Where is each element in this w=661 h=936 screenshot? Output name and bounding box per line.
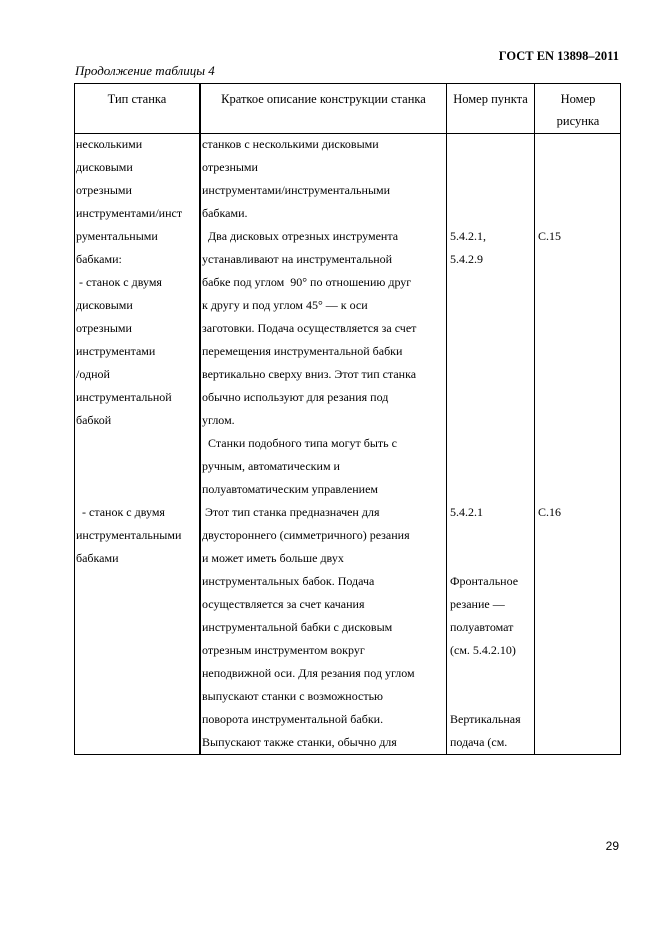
clause-line: [450, 179, 534, 202]
header-description: Краткое описание конструкции станка: [221, 92, 426, 106]
column-divider: [446, 84, 447, 754]
description-line: Этот тип станка предназначен для: [202, 505, 380, 519]
description-line: устанавливают на инструментальной: [202, 252, 393, 266]
clause-line: полуавтомат: [450, 620, 514, 634]
description-line: Два дисковых отрезных инструмента: [202, 229, 399, 243]
description-line: поворота инструментальной бабки.: [202, 712, 384, 726]
header-machine-type: Тип станка: [107, 92, 167, 106]
clause-line: резание —: [450, 597, 505, 611]
figure-line: [538, 248, 621, 271]
clause-line: [450, 662, 534, 685]
header-figure-number: Номер рисунка: [556, 92, 600, 128]
description-line: осуществляется за счет качания: [202, 597, 365, 611]
table-caption: Продолжение таблицы 4: [75, 63, 215, 78]
description-line: отрезным инструментом вокруг: [202, 643, 365, 657]
description-line: бабками.: [202, 206, 248, 220]
figure-line: [538, 179, 621, 202]
figure-line: [538, 432, 621, 455]
clause-line: [450, 133, 534, 156]
figure-line: [538, 294, 621, 317]
clause-line: [450, 685, 534, 708]
description-line: вертикально сверху вниз. Этот тип станка: [202, 367, 417, 381]
figure-number-column: [538, 133, 621, 524]
machine-type-line: инструментальными: [76, 528, 182, 542]
figure-line: [538, 363, 621, 386]
machine-type-line: - станок с двумя: [76, 505, 165, 519]
machine-type-line: инструментальной: [76, 390, 172, 404]
machine-type-line: несколькими: [76, 137, 143, 151]
description-line: Станки подобного типа могут быть с: [202, 436, 397, 450]
figure-line: [538, 317, 621, 340]
clause-line: [450, 294, 534, 317]
clause-line: [450, 340, 534, 363]
clause-line: [450, 478, 534, 501]
description-line: станков с несколькими дисковыми: [202, 137, 379, 151]
machine-type-line: [76, 478, 199, 501]
description-line: ручным, автоматическим и: [202, 459, 340, 473]
description-line: инструментальной бабки с дисковым: [202, 620, 393, 634]
machine-type-line: [76, 455, 199, 478]
description-line: инструментальных бабок. Подача: [202, 574, 375, 588]
clause-line: [450, 156, 534, 179]
description-line: полуавтоматическим управлением: [202, 482, 379, 496]
description-line: заготовки. Подача осуществляется за счет: [202, 321, 417, 335]
figure-line: [538, 386, 621, 409]
figure-line: С.16: [538, 505, 562, 519]
machine-type-line: отрезными: [76, 183, 132, 197]
description-line: инструментами/инструментальными: [202, 183, 391, 197]
column-divider: [199, 84, 201, 754]
machine-type-line: - станок с двумя: [76, 275, 162, 289]
figure-line: [538, 478, 621, 501]
clause-line: Фронтальное: [450, 574, 519, 588]
figure-line: С.15: [538, 229, 562, 243]
clause-line: [450, 409, 534, 432]
clause-line: подача (см.: [450, 735, 508, 749]
clause-line: [450, 432, 534, 455]
description-line: отрезными: [202, 160, 258, 174]
clause-line: [450, 202, 534, 225]
machine-type-line: бабками:: [76, 252, 122, 266]
figure-line: [538, 340, 621, 363]
machine-type-line: дисковыми: [76, 160, 133, 174]
machine-type-line: бабкой: [76, 413, 112, 427]
description-line: к другу и под углом 45° — к оси: [202, 298, 368, 312]
machine-type-line: /одной: [76, 367, 110, 381]
clause-line: 5.4.2.9: [450, 252, 483, 266]
machine-type-line: бабками: [76, 551, 119, 565]
clause-line: [450, 386, 534, 409]
machine-type-line: инструментами/инст: [76, 206, 183, 220]
figure-line: [538, 409, 621, 432]
description-line: неподвижной оси. Для резания под углом: [202, 666, 415, 680]
machine-type-line: [76, 432, 199, 455]
description-line: двустороннего (симметричного) резания: [202, 528, 410, 542]
table-header-row: [75, 84, 620, 134]
clause-line: 5.4.2.1: [450, 505, 483, 519]
clause-line: [450, 363, 534, 386]
figure-line: [538, 271, 621, 294]
machine-type-line: рументальными: [76, 229, 158, 243]
clause-line: 5.4.2.1,: [450, 229, 486, 243]
description-column: [202, 133, 446, 754]
clause-number-column: [450, 133, 534, 754]
table-4: [74, 83, 621, 755]
description-line: перемещения инструментальной бабки: [202, 344, 403, 358]
description-line: углом.: [202, 413, 235, 427]
figure-line: [538, 455, 621, 478]
machine-type-line: отрезными: [76, 321, 132, 335]
clause-line: [450, 547, 534, 570]
description-line: обычно используют для резания под: [202, 390, 389, 404]
description-line: бабке под углом 90° по отношению друг: [202, 275, 412, 289]
clause-line: [450, 271, 534, 294]
header-clause-number: Номер пункта: [453, 92, 528, 106]
machine-type-line: дисковыми: [76, 298, 133, 312]
figure-line: [538, 156, 621, 179]
figure-line: [538, 202, 621, 225]
figure-line: [538, 133, 621, 156]
column-divider: [534, 84, 535, 754]
machine-type-column: [76, 133, 199, 570]
description-line: выпускают станки с возможностью: [202, 689, 384, 703]
standard-code: ГОСТ EN 13898–2011: [498, 49, 619, 63]
clause-line: (см. 5.4.2.10): [450, 643, 516, 657]
description-line: Выпускают также станки, обычно для: [202, 735, 397, 749]
clause-line: [450, 317, 534, 340]
clause-line: [450, 455, 534, 478]
machine-type-line: инструментами: [76, 344, 156, 358]
clause-line: [450, 524, 534, 547]
description-line: и может иметь больше двух: [202, 551, 344, 565]
page-number: 29: [605, 839, 619, 853]
clause-line: Вертикальная: [450, 712, 521, 726]
